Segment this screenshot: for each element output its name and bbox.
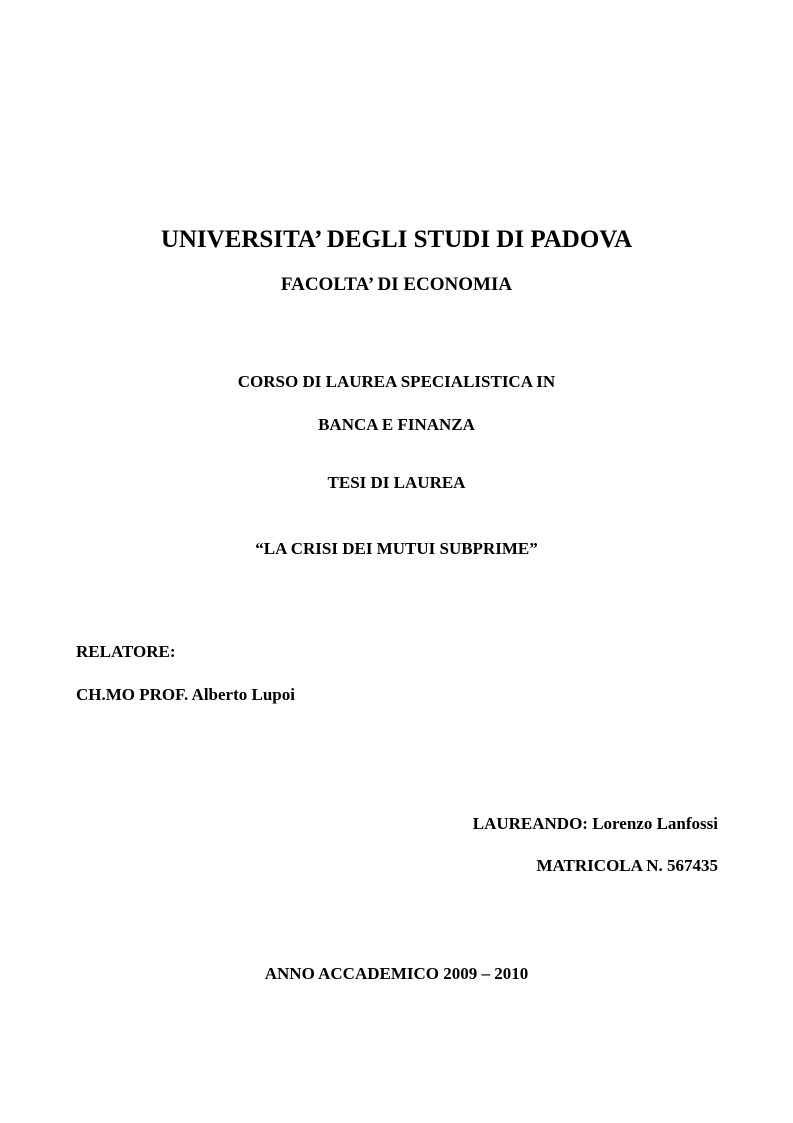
faculty-name: FACOLTA’ DI ECONOMIA — [280, 274, 513, 295]
thesis-type: TESI DI LAUREA — [327, 473, 466, 492]
course-line-1: CORSO DI LAUREA SPECIALISTICA IN — [237, 372, 556, 391]
supervisor-name: CH.MO PROF. Alberto Lupoi — [76, 685, 295, 704]
university-name: UNIVERSITA’ DEGLI STUDI DI PADOVA — [160, 226, 633, 253]
academic-year: ANNO ACCADEMICO 2009 – 2010 — [264, 964, 529, 983]
course-line-2: BANCA E FINANZA — [318, 415, 475, 434]
candidate: LAUREANDO: Lorenzo Lanfossi — [472, 814, 718, 833]
thesis-title: “LA CRISI DEI MUTUI SUBPRIME” — [255, 539, 538, 558]
student-id: MATRICOLA N. 567435 — [536, 856, 718, 875]
supervisor-label: RELATORE: — [76, 642, 176, 661]
